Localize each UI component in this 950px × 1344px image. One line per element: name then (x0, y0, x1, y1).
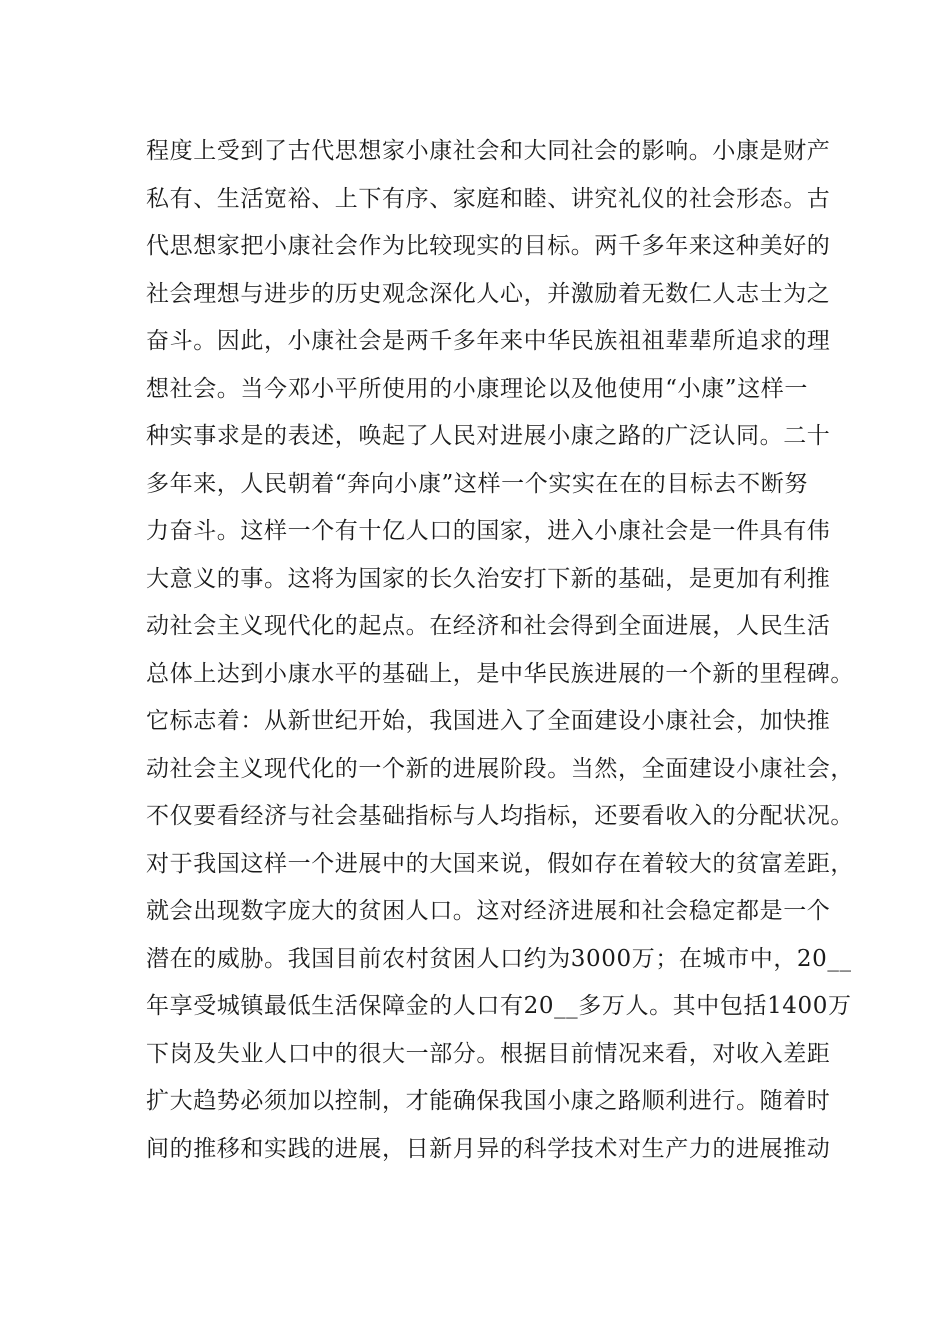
text-line: 对于我国这样一个进展中的大国来说，假如存在着较大的贫富差距， (146, 850, 854, 877)
text-line: 间的推移和实践的进展，日新月异的科学技术对生产力的进展推动 (146, 1135, 831, 1162)
body-paragraph (146, 128, 854, 1173)
text-line: 就会出现数字庞大的贫困人口。这对经济进展和社会稳定都是一个 (146, 898, 831, 924)
text-line: 多年来，人民朝着“奔向小康”这样一个实实在在的目标去不断努 (146, 470, 808, 497)
text-line: 程度上受到了古代思想家小康社会和大同社会的影响。小康是财产 (146, 138, 831, 164)
text-line: 它标志着：从新世纪开始，我国进入了全面建设小康社会，加快推 (146, 708, 831, 734)
text-line: 私有、生活宽裕、上下有序、家庭和睦、讲究礼仪的社会形态。古 (146, 185, 831, 212)
text-line: 潜在的威胁。我国目前农村贫困人口约为3000万；在城市中，20__ (146, 945, 852, 972)
text-line: 代思想家把小康社会作为比较现实的目标。两千多年来这种美好的 (146, 233, 831, 259)
text-line: 不仅要看经济与社会基础指标与人均指标，还要看收入的分配状况。 (146, 803, 854, 829)
text-line: 下岗及失业人口中的很大一部分。根据目前情况来看，对收入差距 (146, 1040, 831, 1067)
text-line: 社会理想与进步的历史观念深化人心，并激励着无数仁人志士为之 (146, 280, 831, 307)
text-line: 奋斗。因此，小康社会是两千多年来中华民族祖祖辈辈所追求的理 (146, 328, 831, 354)
text-line: 动社会主义现代化的一个新的进展阶段。当然，全面建设小康社会， (146, 755, 854, 782)
text-line: 大意义的事。这将为国家的长久治安打下新的基础，是更加有利推 (146, 565, 831, 592)
text-line: 动社会主义现代化的起点。在经济和社会得到全面进展，人民生活 (146, 613, 831, 639)
text-line: 总体上达到小康水平的基础上，是中华民族进展的一个新的里程碑。 (146, 660, 854, 687)
text-line: 年享受城镇最低生活保障金的人口有20__多万人。其中包括1400万 (146, 993, 852, 1019)
text-line: 扩大趋势必须加以控制，才能确保我国小康之路顺利进行。随着时 (146, 1088, 831, 1114)
text-line: 力奋斗。这样一个有十亿人口的国家，进入小康社会是一件具有伟 (146, 518, 831, 544)
text-line: 种实事求是的表述，唤起了人民对进展小康之路的广泛认同。二十 (146, 423, 831, 449)
text-line: 想社会。当今邓小平所使用的小康理论以及他使用“小康”这样一 (146, 375, 808, 402)
